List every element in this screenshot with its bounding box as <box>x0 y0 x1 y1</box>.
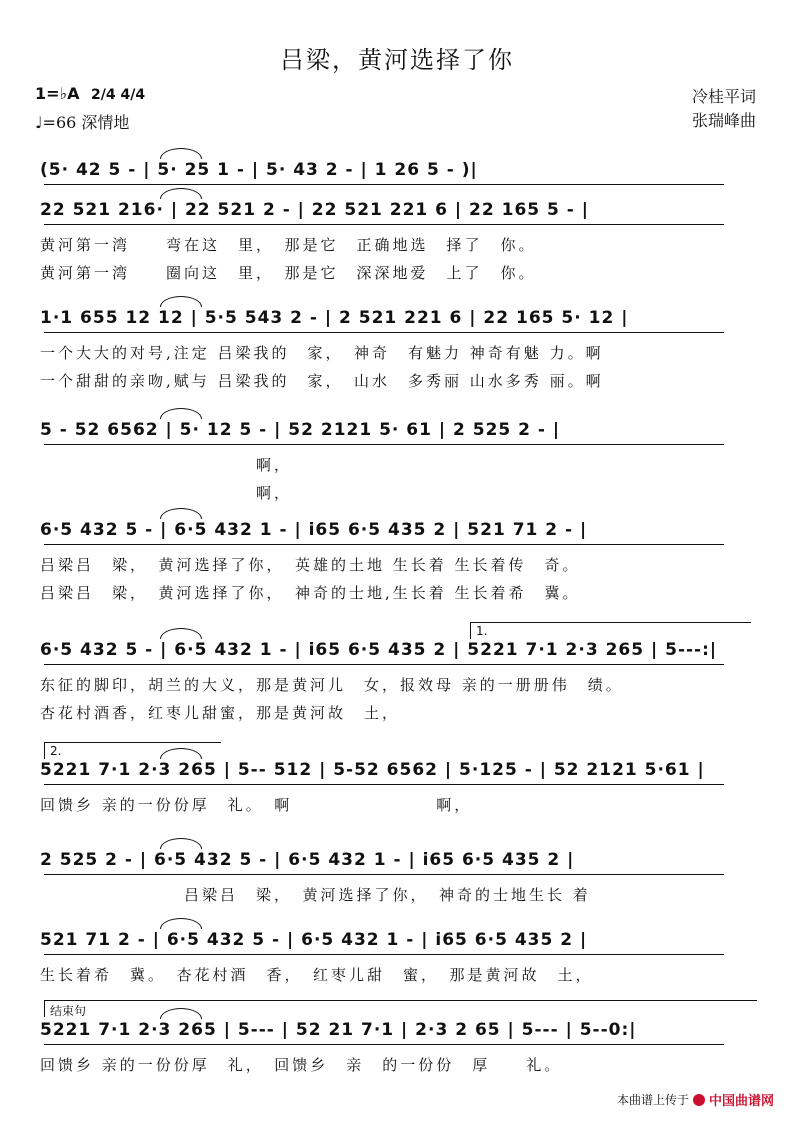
beam-line <box>44 874 724 875</box>
lyric-line: 一个甜甜的亲吻,赋与 吕梁我的 家， 山水 多秀丽 山水多秀 丽。啊 <box>40 372 604 390</box>
tempo-marking: ♩=66 深情地 <box>35 113 130 132</box>
slur-mark <box>160 188 202 199</box>
slur-mark <box>160 508 202 519</box>
beam-line <box>44 784 724 785</box>
lyric-line: 杏花村酒香，红枣儿甜蜜，那是黄河故 土， <box>40 704 401 722</box>
key-signature <box>35 84 145 103</box>
lyric-line: 啊， <box>40 456 293 474</box>
notation-line: 521 71 2 - | 6·5 432 5 - | 6·5 432 1 - | i65 6·5 435 2 | <box>40 930 588 950</box>
slur-mark <box>160 838 202 849</box>
lyric-line: 吕梁吕 梁， 黄河选择了你， 英雄的土地 生长着 生长着传 奇。 <box>40 556 581 574</box>
beam-line <box>44 224 724 225</box>
lyricist: 冷桂平词 <box>691 87 756 106</box>
notation-line: 5221 7·1 2·3 265 | 5--- | 52 21 7·1 | 2·3 2 65 | 5--- | 5--0:| <box>40 1020 637 1040</box>
slur-mark <box>160 148 202 159</box>
key-text: 1=♭A <box>35 84 80 103</box>
slur-mark <box>160 408 202 419</box>
coda-bracket-label: 结束句 <box>50 1004 87 1018</box>
beam-line <box>44 184 724 185</box>
lyric-line: 黄河第一湾 弯在这 里， 那是它 正确地选 择了 你。 <box>40 236 537 254</box>
first-ending-bracket-label: 1. <box>476 624 488 638</box>
second-ending-bracket-label: 2. <box>50 744 62 758</box>
notation-line: 6·5 432 5 - | 6·5 432 1 - | i65 6·5 435 2 | 5221 7·1 2·3 265 | 5---:| <box>40 640 718 660</box>
beam-line <box>44 954 724 955</box>
notation-line: 5 - 52 6562 | 5· 12 5 - | 52 2121 5· 61 | 2 525 2 - | <box>40 420 561 440</box>
beam-line <box>44 544 724 545</box>
notation-line: 6·5 432 5 - | 6·5 432 1 - | i65 6·5 435 2 | 521 71 2 - | <box>40 520 588 540</box>
footer-text: 本曲谱上传于 <box>616 1093 689 1107</box>
slur-mark <box>160 918 202 929</box>
lyric-line: 回馈乡 亲的一份份厚 礼。 啊 啊， <box>40 796 473 814</box>
beam-line <box>44 444 724 445</box>
lyric-line: 吕梁吕 梁， 黄河选择了你， 神奇的士地,生长着 生长着希 冀。 <box>40 584 581 602</box>
notation-line: 5221 7·1 2·3 265 | 5-- 512 | 5-52 6562 | 5·125 - | 52 2121 5·61 | <box>40 760 705 780</box>
notation-line: 2 525 2 - | 6·5 432 5 - | 6·5 432 1 - | i65 6·5 435 2 | <box>40 850 575 870</box>
notation-line: 22 521 216· | 22 521 2 - | 22 521 221 6 | 22 165 5 - | <box>40 200 589 220</box>
composer: 张瑞峰曲 <box>691 111 756 130</box>
slur-mark <box>160 628 202 639</box>
lyric-line: 回馈乡 亲的一份份厚 礼， 回馈乡 亲 的一份份 厚 礼。 <box>40 1056 563 1074</box>
lyric-line: 生长着希 冀。 杏花村酒 香， 红枣儿甜 蜜， 那是黄河故 土， <box>40 966 594 984</box>
lyric-line: 东征的脚印，胡兰的大义，那是黄河儿 女，报效母 亲的一册册伟 绩。 <box>40 676 624 694</box>
lyric-line: 吕梁吕 梁， 黄河选择了你， 神奇的士地生长 着 <box>40 886 591 904</box>
lyric-line: 一个大大的对号,注定 吕梁我的 家， 神奇 有魅力 神奇有魅 力。啊 <box>40 344 604 362</box>
lyric-line: 啊， <box>40 484 293 502</box>
site-logo-icon <box>693 1094 705 1106</box>
first-ending-bracket <box>470 622 751 639</box>
second-ending-bracket <box>44 742 221 759</box>
page-title: 吕梁，黄河选择了你 <box>280 46 514 74</box>
slur-mark <box>160 296 202 307</box>
beam-line <box>44 664 724 665</box>
time-signature: 2/4 4/4 <box>91 87 146 103</box>
beam-line <box>44 1044 724 1045</box>
footer <box>617 1090 774 1109</box>
coda-bracket <box>44 1000 757 1017</box>
lyric-line: 黄河第一湾 圈向这 里， 那是它 深深地爱 上了 你。 <box>40 264 537 282</box>
beam-line <box>44 332 724 333</box>
site-logo: 中国曲谱网 <box>708 1094 774 1109</box>
notation-line: 1·1 655 12 12 | 5·5 543 2 - | 2 521 221 6 | 22 165 5· 12 | <box>40 308 629 328</box>
notation-line: (5· 42 5 - | 5· 25 1 - | 5· 43 2 - | 1 26 5 - )| <box>40 160 478 180</box>
